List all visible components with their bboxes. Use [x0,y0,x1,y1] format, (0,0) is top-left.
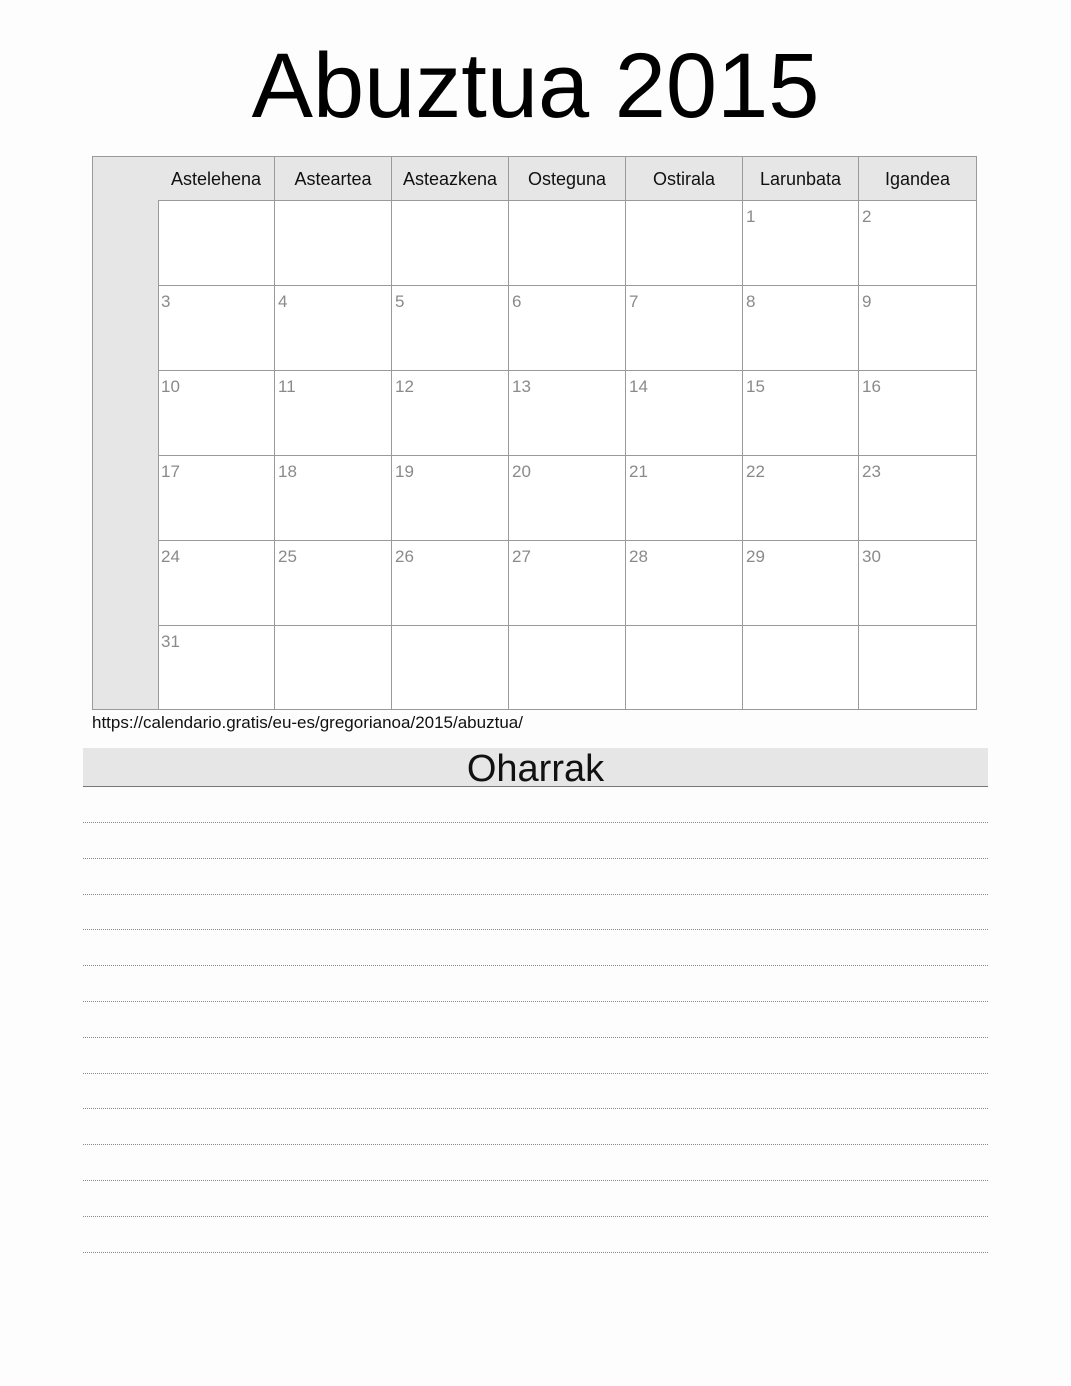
weekday-header: Astelehena [158,157,275,200]
day-cell: 18 [275,456,392,540]
note-line [83,822,988,823]
note-line [83,1144,988,1145]
calendar-grid [92,156,977,710]
day-cell [859,626,976,710]
day-cell: 8 [743,286,859,370]
note-line [83,1252,988,1253]
day-cell: 19 [392,456,509,540]
weekday-header: Asteazkena [392,157,509,200]
weekday-header: Asteartea [275,157,392,200]
week-row [158,286,976,371]
note-line [83,1108,988,1109]
day-cell: 4 [275,286,392,370]
notes-heading: Oharrak [83,748,988,787]
note-line [83,929,988,930]
note-line [83,894,988,895]
weekday-header-row [158,157,976,201]
week-row [158,371,976,456]
day-cell: 25 [275,541,392,625]
note-line [83,1001,988,1002]
page-title: Abuztua 2015 [251,35,820,137]
weekday-header: Igandea [884,169,951,189]
day-cell: 23 [862,462,881,481]
day-cell: 28 [626,541,743,625]
day-cell: 1 [743,201,859,285]
source-url: https://calendario.gratis/eu-es/gregorianoa/2015/abuztua/ [92,713,523,732]
day-cell [158,201,275,285]
day-cell: 29 [743,541,859,625]
day-cell: 12 [392,371,509,455]
day-cell: 2 [862,207,872,226]
day-cell: 22 [743,456,859,540]
week-row [158,541,976,626]
day-cell: 7 [626,286,743,370]
day-cell [626,201,743,285]
week-row [158,201,976,286]
day-cell [509,201,626,285]
weekday-header: Osteguna [509,157,626,200]
week-row [158,456,976,541]
day-cell: 31 [158,626,275,710]
calendar-days [158,201,976,710]
day-cell: 27 [509,541,626,625]
day-cell: 14 [626,371,743,455]
day-cell: 26 [392,541,509,625]
day-cell: 30 [862,547,881,566]
day-cell: 3 [158,286,275,370]
day-cell [392,626,509,710]
day-cell [626,626,743,710]
day-cell [275,626,392,710]
day-cell [509,626,626,710]
day-cell: 10 [158,371,275,455]
note-line [83,1073,988,1074]
weekday-header: Larunbata [743,157,859,200]
note-line [83,965,988,966]
day-cell: 11 [275,371,392,455]
day-cell: 21 [626,456,743,540]
day-cell: 13 [509,371,626,455]
day-cell: 6 [509,286,626,370]
weekday-header: Ostirala [626,157,743,200]
day-cell [743,626,859,710]
note-line [83,1180,988,1181]
note-line [83,1037,988,1038]
week-row [158,626,976,710]
day-cell [275,201,392,285]
day-cell: 5 [392,286,509,370]
note-line [83,1216,988,1217]
day-cell: 24 [158,541,275,625]
day-cell: 17 [158,456,275,540]
day-cell: 16 [862,377,881,396]
day-cell: 15 [743,371,859,455]
day-cell: 9 [862,292,872,311]
week-number-column [93,157,159,709]
day-cell: 20 [509,456,626,540]
note-line [83,858,988,859]
day-cell [392,201,509,285]
